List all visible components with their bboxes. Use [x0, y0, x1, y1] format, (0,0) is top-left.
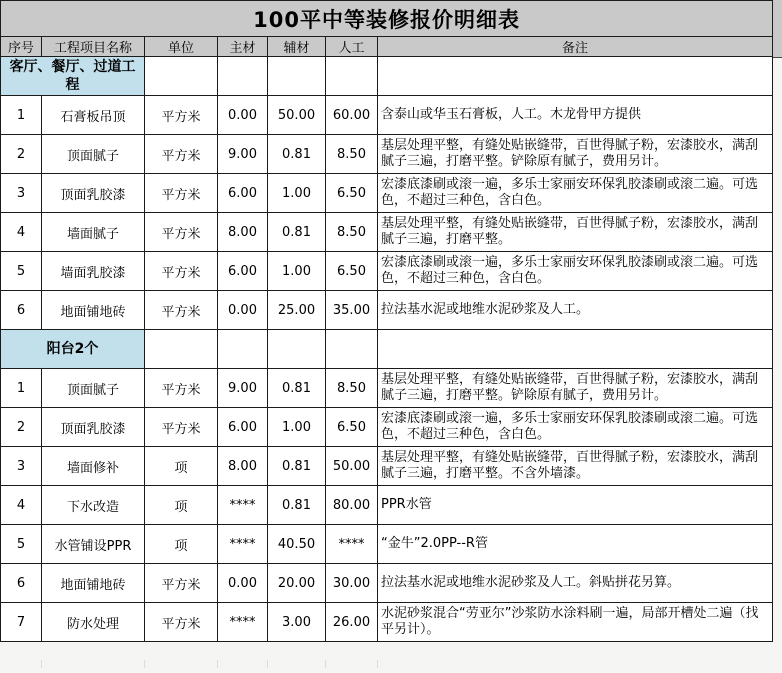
main-material-price-cell: ****: [218, 486, 268, 525]
aux-material-price-cell: 25.00: [268, 291, 326, 330]
unit-cell: 平方米: [145, 174, 218, 213]
labor-price-cell: 6.50: [326, 252, 378, 291]
main-material-price-cell: 0.00: [218, 291, 268, 330]
col-header-labor: 人工: [326, 37, 378, 57]
labor-price-cell: ****: [326, 525, 378, 564]
aux-material-price-cell: 0.81: [268, 135, 326, 174]
empty-cell: [145, 57, 218, 96]
labor-price-cell: 35.00: [326, 291, 378, 330]
note-cell: 宏漆底漆刷或滚一遍，多乐士家丽安环保乳胶漆刷或滚二遍。可选色，不超过三种色，含白色。: [378, 174, 773, 213]
row-number-cell: 1: [1, 369, 42, 408]
row-number-cell: 6: [1, 291, 42, 330]
note-cell: 拉法基水泥或地维水泥砂浆及人工。: [378, 291, 773, 330]
main-material-price-cell: 6.00: [218, 408, 268, 447]
empty-cell: [268, 330, 326, 369]
note-cell: 拉法基水泥或地维水泥砂浆及人工。斜贴拼花另算。: [378, 564, 773, 603]
empty-cell: [378, 57, 773, 96]
row-number-cell: 5: [1, 525, 42, 564]
labor-price-cell: 8.50: [326, 369, 378, 408]
col-header-index: 序号: [1, 37, 42, 57]
empty-cell: [326, 330, 378, 369]
aux-material-price-cell: 1.00: [268, 174, 326, 213]
item-name-cell: 地面铺地砖: [42, 291, 145, 330]
row-number-cell: 1: [1, 96, 42, 135]
empty-cell: [326, 57, 378, 96]
unit-cell: 平方米: [145, 135, 218, 174]
col-header-aux-material: 辅材: [268, 37, 326, 57]
row-number-cell: 3: [1, 174, 42, 213]
item-name-cell: 地面铺地砖: [42, 564, 145, 603]
section-header-row: [1, 330, 773, 369]
note-cell: 基层处理平整，有缝处贴嵌缝带，百世得腻子粉，宏漆胶水，满刮腻子三遍，打磨平整。不含外墙漆。: [378, 447, 773, 486]
item-name-cell: 石膏板吊顶: [42, 96, 145, 135]
unit-cell: 平方米: [145, 603, 218, 642]
gridline-tick: [217, 660, 218, 668]
row-number-cell: 2: [1, 408, 42, 447]
gridline-tick: [41, 660, 42, 668]
aux-material-price-cell: 0.81: [268, 447, 326, 486]
note-cell: 基层处理平整，有缝处贴嵌缝带，百世得腻子粉，宏漆胶水，满刮腻子三遍，打磨平整。: [378, 213, 773, 252]
unit-cell: 平方米: [145, 213, 218, 252]
item-name-cell: 墙面腻子: [42, 213, 145, 252]
labor-price-cell: 60.00: [326, 96, 378, 135]
item-name-cell: 防水处理: [42, 603, 145, 642]
item-name-cell: 顶面乳胶漆: [42, 408, 145, 447]
main-material-price-cell: 0.00: [218, 96, 268, 135]
table-row: [1, 369, 773, 408]
main-material-price-cell: ****: [218, 525, 268, 564]
aux-material-price-cell: 3.00: [268, 603, 326, 642]
gridline-tick: [325, 660, 326, 668]
row-number-cell: 4: [1, 486, 42, 525]
unit-cell: 平方米: [145, 252, 218, 291]
col-header-item-name: 工程项目名称: [42, 37, 145, 57]
labor-price-cell: 30.00: [326, 564, 378, 603]
aux-material-price-cell: 50.00: [268, 96, 326, 135]
note-cell: 基层处理平整，有缝处贴嵌缝带，百世得腻子粉，宏漆胶水，满刮腻子三遍，打磨平整。铲除原有腻子，费用另计。: [378, 135, 773, 174]
unit-cell: 平方米: [145, 369, 218, 408]
labor-price-cell: 26.00: [326, 603, 378, 642]
main-material-price-cell: ****: [218, 603, 268, 642]
labor-price-cell: 6.50: [326, 408, 378, 447]
aux-material-price-cell: 1.00: [268, 252, 326, 291]
empty-cell: [218, 57, 268, 96]
aux-material-price-cell: 0.81: [268, 369, 326, 408]
note-cell: 宏漆底漆刷或滚一遍，多乐士家丽安环保乳胶漆刷或滚二遍。可选色，不超过三种色，含白色。: [378, 408, 773, 447]
row-number-cell: 5: [1, 252, 42, 291]
item-name-cell: 顶面乳胶漆: [42, 174, 145, 213]
item-name-cell: 水管铺设PPR: [42, 525, 145, 564]
table-row: [1, 291, 773, 330]
table-row: [1, 486, 773, 525]
col-header-unit: 单位: [145, 37, 218, 57]
table-row: [1, 408, 773, 447]
note-cell: 宏漆底漆刷或滚一遍，多乐士家丽安环保乳胶漆刷或滚二遍。可选色，不超过三种色，含白色。: [378, 252, 773, 291]
row-number-cell: 6: [1, 564, 42, 603]
item-name-cell: 顶面腻子: [42, 369, 145, 408]
title-row: [1, 1, 773, 37]
section-title: 客厅、餐厅、过道工程: [1, 57, 145, 96]
main-material-price-cell: 8.00: [218, 213, 268, 252]
main-material-price-cell: 9.00: [218, 135, 268, 174]
section-title: 阳台2个: [1, 330, 145, 369]
labor-price-cell: 80.00: [326, 486, 378, 525]
note-cell: 含泰山或华玉石膏板，人工。木龙骨甲方提供: [378, 96, 773, 135]
table-row: [1, 564, 773, 603]
empty-cell: [145, 330, 218, 369]
unit-cell: 平方米: [145, 291, 218, 330]
aux-material-price-cell: 1.00: [268, 408, 326, 447]
aux-material-price-cell: 20.00: [268, 564, 326, 603]
note-cell: “金牛”2.0PP--R管: [378, 525, 773, 564]
unit-cell: 平方米: [145, 96, 218, 135]
labor-price-cell: 8.50: [326, 213, 378, 252]
table-row: [1, 252, 773, 291]
main-material-price-cell: 6.00: [218, 174, 268, 213]
main-material-price-cell: 8.00: [218, 447, 268, 486]
gridline-tick: [144, 660, 145, 668]
aux-material-price-cell: 0.81: [268, 486, 326, 525]
item-name-cell: 顶面腻子: [42, 135, 145, 174]
empty-cell: [218, 330, 268, 369]
col-header-main-material: 主材: [218, 37, 268, 57]
row-number-cell: 7: [1, 603, 42, 642]
item-name-cell: 墙面修补: [42, 447, 145, 486]
table-row: [1, 447, 773, 486]
column-header-row: [1, 37, 773, 57]
note-cell: PPR水管: [378, 486, 773, 525]
row-number-cell: 2: [1, 135, 42, 174]
table-row: [1, 213, 773, 252]
note-cell: 水泥砂浆混合“劳亚尔”沙浆防水涂料刷一遍，局部开槽处二遍（找平另计）。: [378, 603, 773, 642]
row-number-cell: 4: [1, 213, 42, 252]
gridline-tick: [377, 660, 378, 668]
labor-price-cell: 50.00: [326, 447, 378, 486]
empty-cell: [378, 330, 773, 369]
main-material-price-cell: 0.00: [218, 564, 268, 603]
aux-material-price-cell: 40.50: [268, 525, 326, 564]
row-number-cell: 3: [1, 447, 42, 486]
empty-cell: [268, 57, 326, 96]
unit-cell: 项: [145, 525, 218, 564]
unit-cell: 项: [145, 447, 218, 486]
table-row: [1, 96, 773, 135]
table-row: [1, 174, 773, 213]
note-cell: 基层处理平整，有缝处贴嵌缝带，百世得腻子粉，宏漆胶水，满刮腻子三遍，打磨平整。铲除原有腻子，费用另计。: [378, 369, 773, 408]
section-header-row: [1, 57, 773, 96]
col-header-notes: 备注: [378, 37, 773, 57]
table-row: [1, 135, 773, 174]
main-material-price-cell: 9.00: [218, 369, 268, 408]
unit-cell: 平方米: [145, 564, 218, 603]
item-name-cell: 下水改造: [42, 486, 145, 525]
item-name-cell: 墙面乳胶漆: [42, 252, 145, 291]
table-row: [1, 603, 773, 642]
table-row: [1, 525, 773, 564]
main-material-price-cell: 6.00: [218, 252, 268, 291]
labor-price-cell: 8.50: [326, 135, 378, 174]
aux-material-price-cell: 0.81: [268, 213, 326, 252]
unit-cell: 项: [145, 486, 218, 525]
labor-price-cell: 6.50: [326, 174, 378, 213]
gridline-tick: [267, 660, 268, 668]
unit-cell: 平方米: [145, 408, 218, 447]
page-title: 100平中等装修报价明细表: [1, 1, 773, 37]
